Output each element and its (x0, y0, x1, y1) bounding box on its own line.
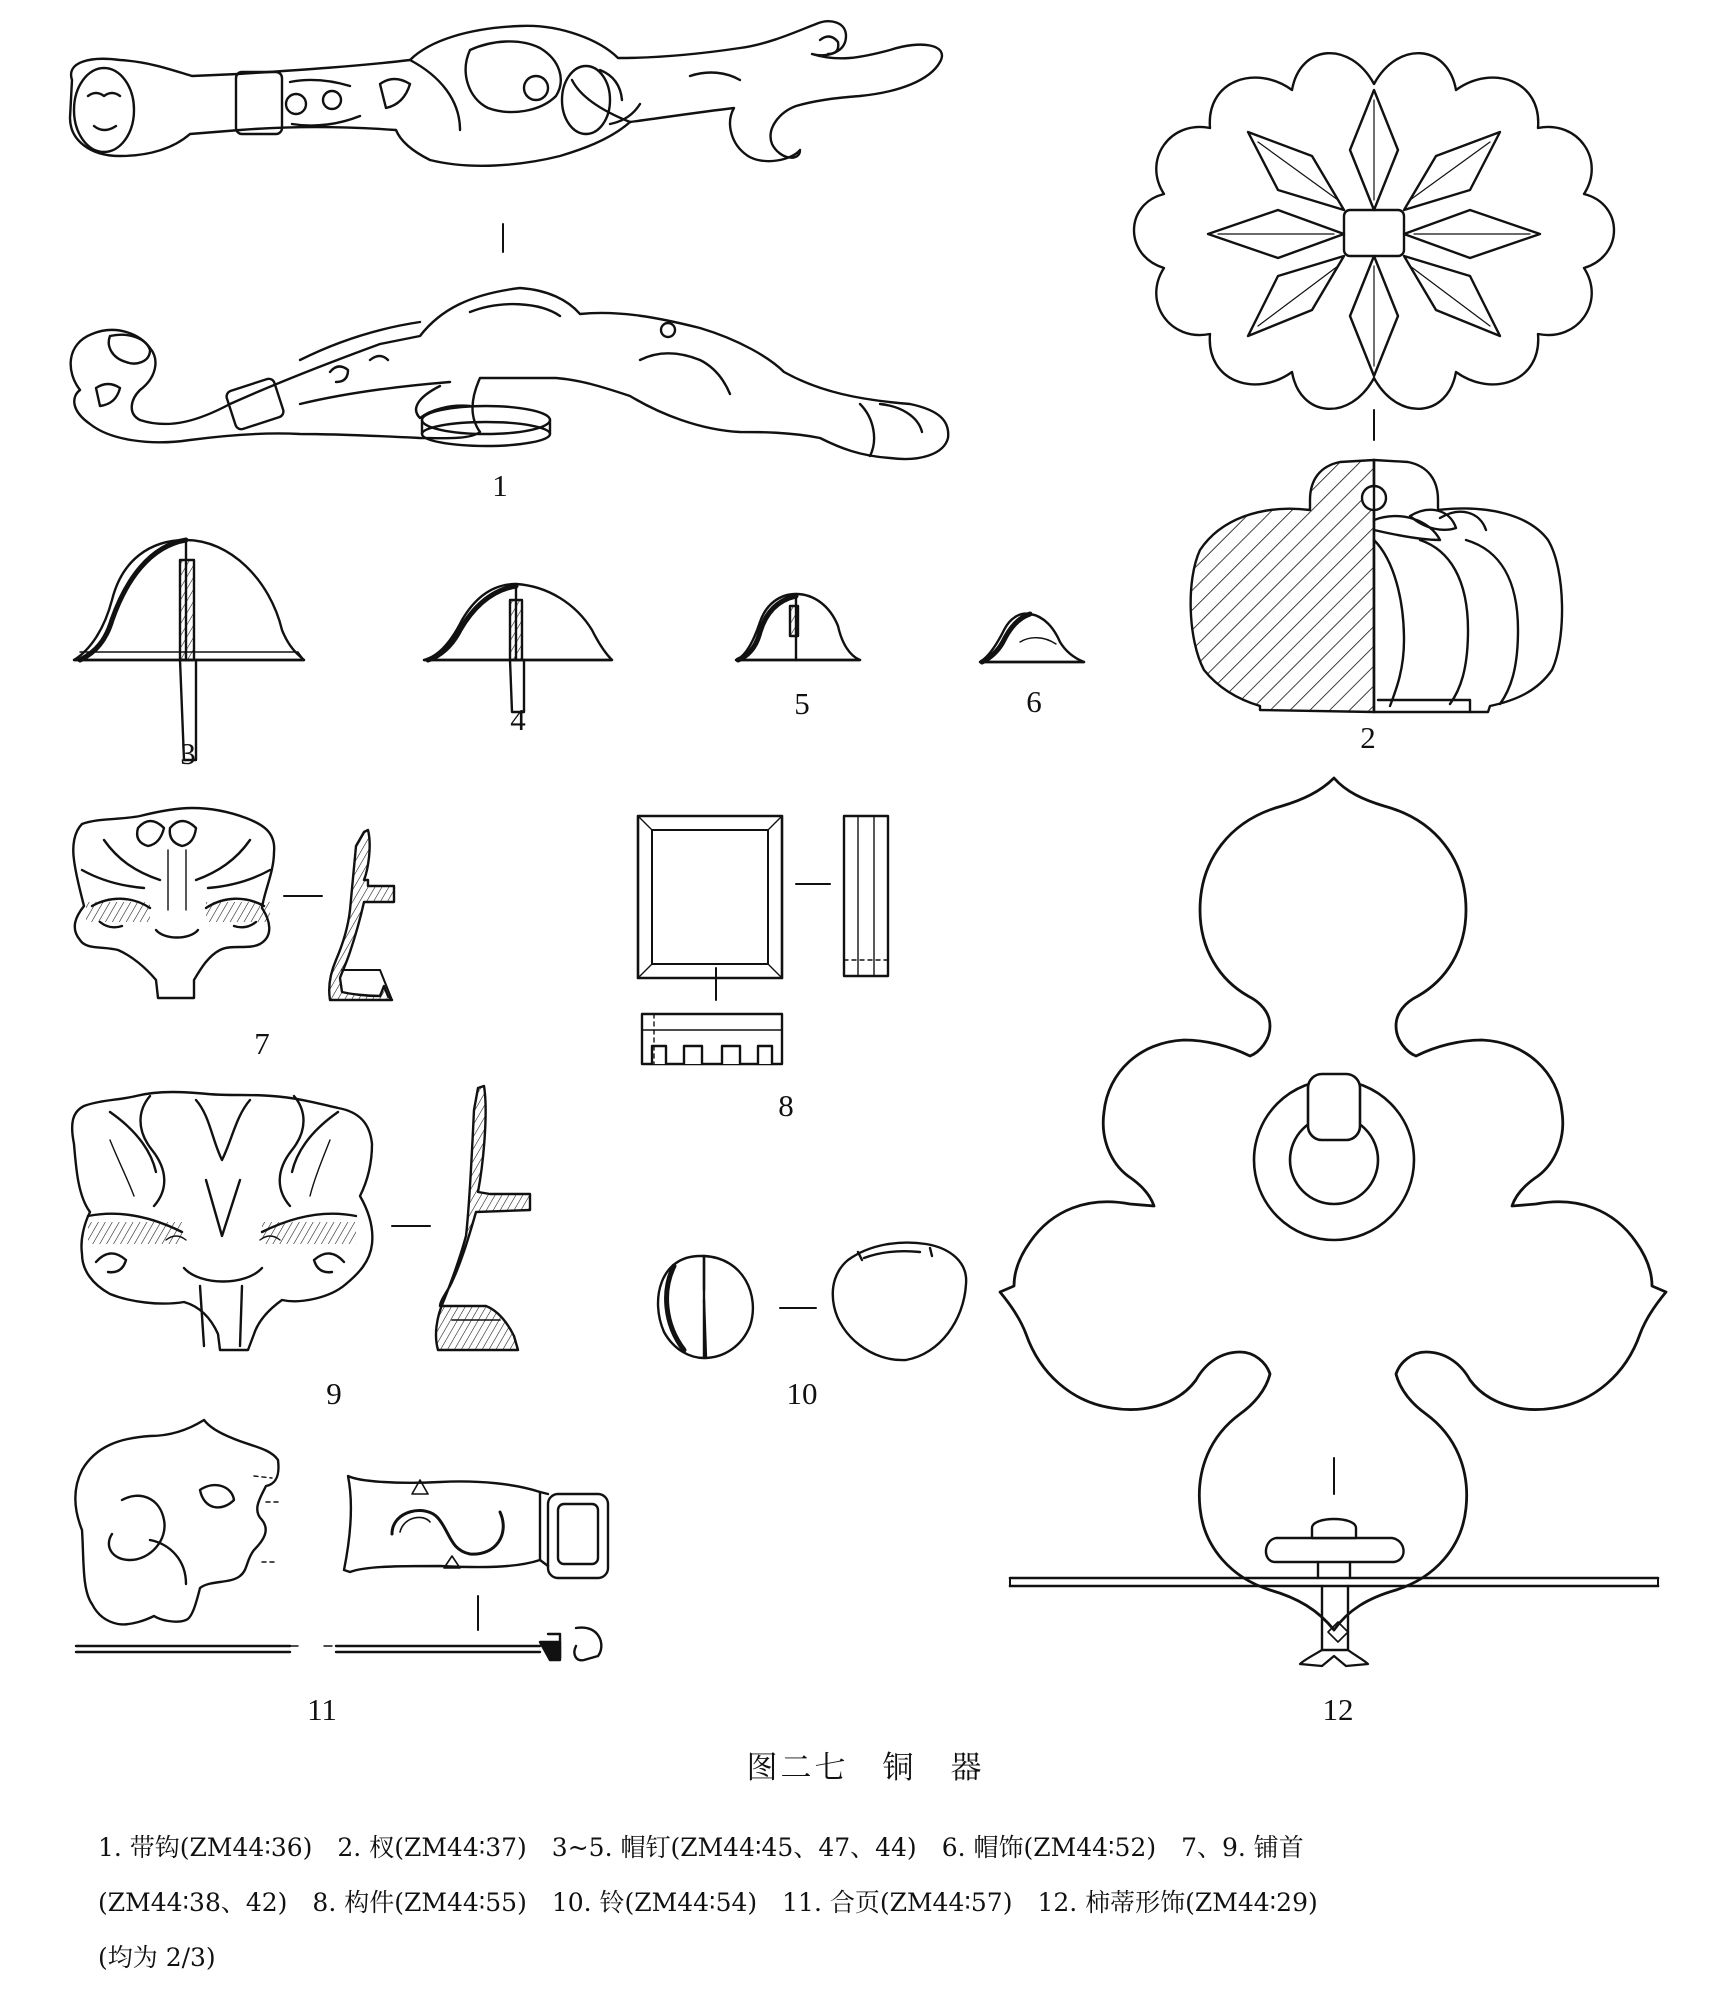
finial-flower-top-view (1134, 53, 1614, 409)
caption-line: (均为 2/3) (98, 1943, 216, 1972)
figure-number-12: 12 (1322, 1692, 1354, 1727)
figure-number-9: 9 (326, 1376, 342, 1411)
figure-number-11: 11 (307, 1692, 337, 1727)
persimmon-calyx-section-12 (1010, 1519, 1658, 1666)
cap-nail-3 (74, 540, 304, 760)
door-knocker-mask-9 (72, 1092, 372, 1350)
figure-number-5: 5 (794, 686, 810, 721)
figure-number-6: 6 (1026, 684, 1042, 719)
cap-ornament-6 (980, 614, 1084, 662)
figure-number-3: 3 (180, 736, 196, 771)
finial-section-view (1191, 460, 1562, 712)
caption-line: (ZM44∶38、42) 8. 构件(ZM44∶55) 10. 铃(ZM44∶54) 11. 合页(ZM44∶57) 12. 柿蒂形饰(ZM44∶29) (98, 1888, 1318, 1917)
door-knocker-section-7 (329, 830, 394, 1000)
persimmon-calyx-ornament-12 (1000, 778, 1666, 1630)
figure-number-8: 8 (778, 1088, 794, 1123)
figure-number-4: 4 (510, 702, 526, 737)
belt-hook-top-view (70, 21, 942, 165)
bell-10 (658, 1243, 966, 1361)
caption-line: 1. 带钩(ZM44∶36) 2. 杈(ZM44∶37) 3~5. 帽钉(ZM44∶45、47、44) 6. 帽饰(ZM44∶52) 7、9. 铺首 (98, 1833, 1304, 1862)
cap-nail-5 (736, 594, 860, 660)
belt-hook-side-view (71, 288, 949, 459)
figure-number-1: 1 (492, 468, 508, 503)
door-knocker-section-9 (436, 1086, 530, 1350)
figure-number-2: 2 (1360, 720, 1376, 755)
hinge-leaf-plate-11 (290, 1476, 608, 1660)
figure-title: 图二七 铜 器 (746, 1750, 985, 1786)
cap-nail-4 (424, 584, 612, 712)
figure-caption (98, 1820, 1638, 1985)
door-knocker-mask-7 (73, 808, 274, 998)
hinge-leaf-curl-11 (75, 1420, 290, 1652)
figure-number-10: 10 (786, 1376, 818, 1411)
component-frame-8 (638, 816, 888, 1064)
figure-number-7: 7 (254, 1026, 270, 1061)
